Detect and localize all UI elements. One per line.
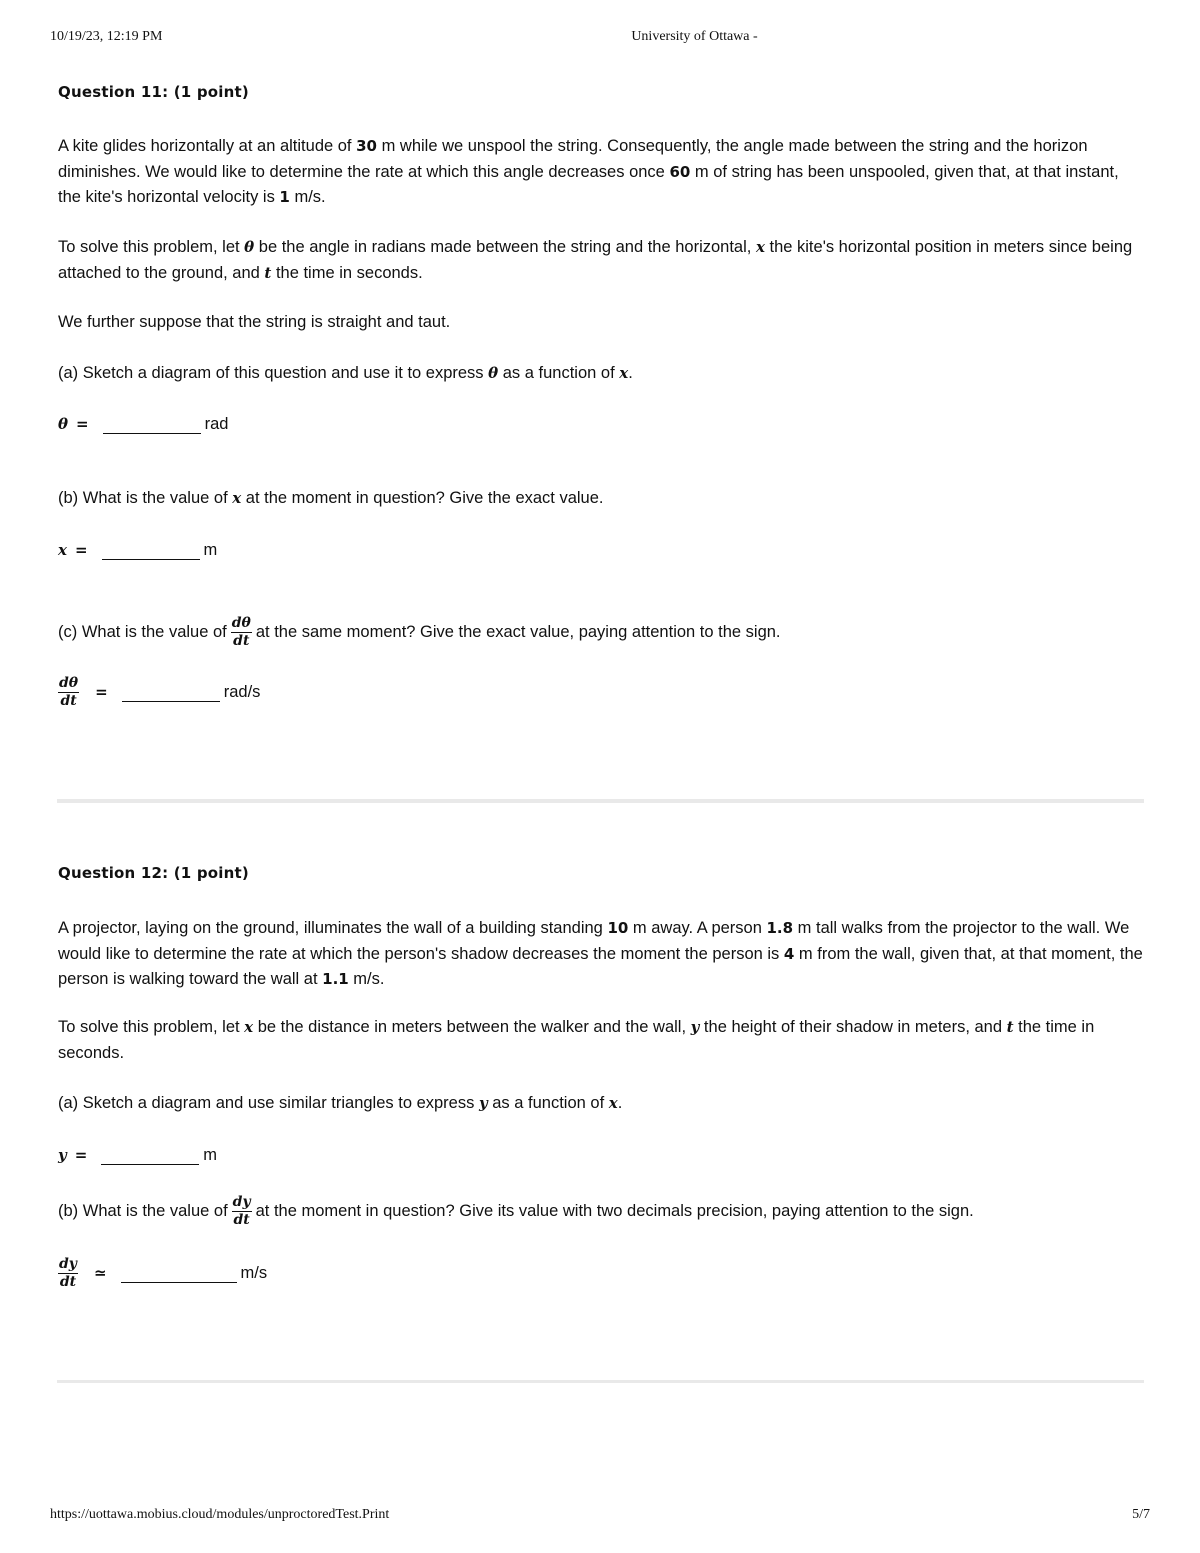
question-12-answer-b: $\frac{dy}{dt}$ ≃ m/s: [59, 1255, 268, 1290]
fraction-dtheta-dt-answer: $\frac{d\theta}{dt}$: [59, 674, 79, 709]
question-separator: [57, 799, 1144, 803]
fraction-dy-dt-answer: $\frac{dy}{dt}$: [59, 1255, 77, 1290]
question-11-answer-b: x = m: [58, 540, 218, 559]
question-12-answer-a: y = m: [58, 1145, 218, 1164]
question-11-answer-a: θ = rad: [58, 414, 229, 433]
question-11-part-b: (b) What is the value of x at the moment in question? Give the exact value.: [58, 489, 604, 507]
print-url: https://uottawa.mobius.cloud/modules/unproctoredTest.Print: [50, 1507, 390, 1522]
answer-blank-11b[interactable]: [102, 541, 200, 560]
question-12-setup: To solve this problem, let x be the distance in meters between the walker and the wall, y the height of their shadow in meters, and t the time in seconds.: [58, 1018, 1095, 1062]
question-12-part-b: (b) What is the value of $\frac{dy}{dt}$ at the moment in question? Give its value with two decimals precision, paying attention to the sign.: [58, 1193, 974, 1228]
question-11-statement: A kite glides horizontally at an altitude of 30 m while we unspool the string. Consequently, the angle made between the string and the horizon diminishes. We would like to determine the rate at which this angle decreases once 60 m of string has been unspooled, given that, at that instant, the kite's horizontal velocity is 1 m/s.: [58, 137, 1119, 206]
question-12-part-a: (a) Sketch a diagram and use similar triangles to express y as a function of x.: [58, 1094, 623, 1112]
fraction-dy-dt: $\frac{dy}{dt}$: [232, 1193, 251, 1228]
question-11-part-a: (a) Sketch a diagram of this question and use it to express θ as a function of x.: [58, 364, 633, 382]
print-datetime: 10/19/23, 12:19 PM: [50, 29, 163, 44]
question-11-part-c: (c) What is the value of $\frac{d\theta}{dt}$ at the same moment? Give the exact value, paying attention to the sign.: [58, 614, 781, 649]
question-11-setup: To solve this problem, let θ be the angle in radians made between the string and the horizontal, x the kite's horizontal position in meters since being attached to the ground, and t the time in seconds.: [58, 238, 1133, 282]
question-12-title: Question 12: (1 point): [58, 864, 249, 882]
print-title: University of Ottawa -: [631, 29, 758, 44]
question-12-statement: A projector, laying on the ground, illuminates the wall of a building standing 10 m away. A person 1.8 m tall walks from the projector to the wall. We would like to determine the rate at which the person's shadow decreases the moment the person is 4 m from the wall, given that, at that moment, the person is walking toward the wall at 1.1 m/s.: [58, 919, 1143, 988]
answer-blank-12a[interactable]: [101, 1146, 199, 1165]
page-number: 5/7: [1132, 1507, 1150, 1522]
question-separator: [57, 1380, 1144, 1383]
answer-blank-11c[interactable]: [122, 683, 220, 702]
question-11-title: Question 11: (1 point): [58, 83, 249, 101]
answer-blank-11a[interactable]: [103, 415, 201, 434]
fraction-dtheta-dt: $\frac{d\theta}{dt}$: [231, 614, 251, 649]
question-11-assumption: We further suppose that the string is straight and taut.: [58, 313, 451, 331]
question-11-answer-c: $\frac{d\theta}{dt}$ = rad/s: [59, 674, 261, 709]
answer-blank-12b[interactable]: [121, 1264, 237, 1283]
